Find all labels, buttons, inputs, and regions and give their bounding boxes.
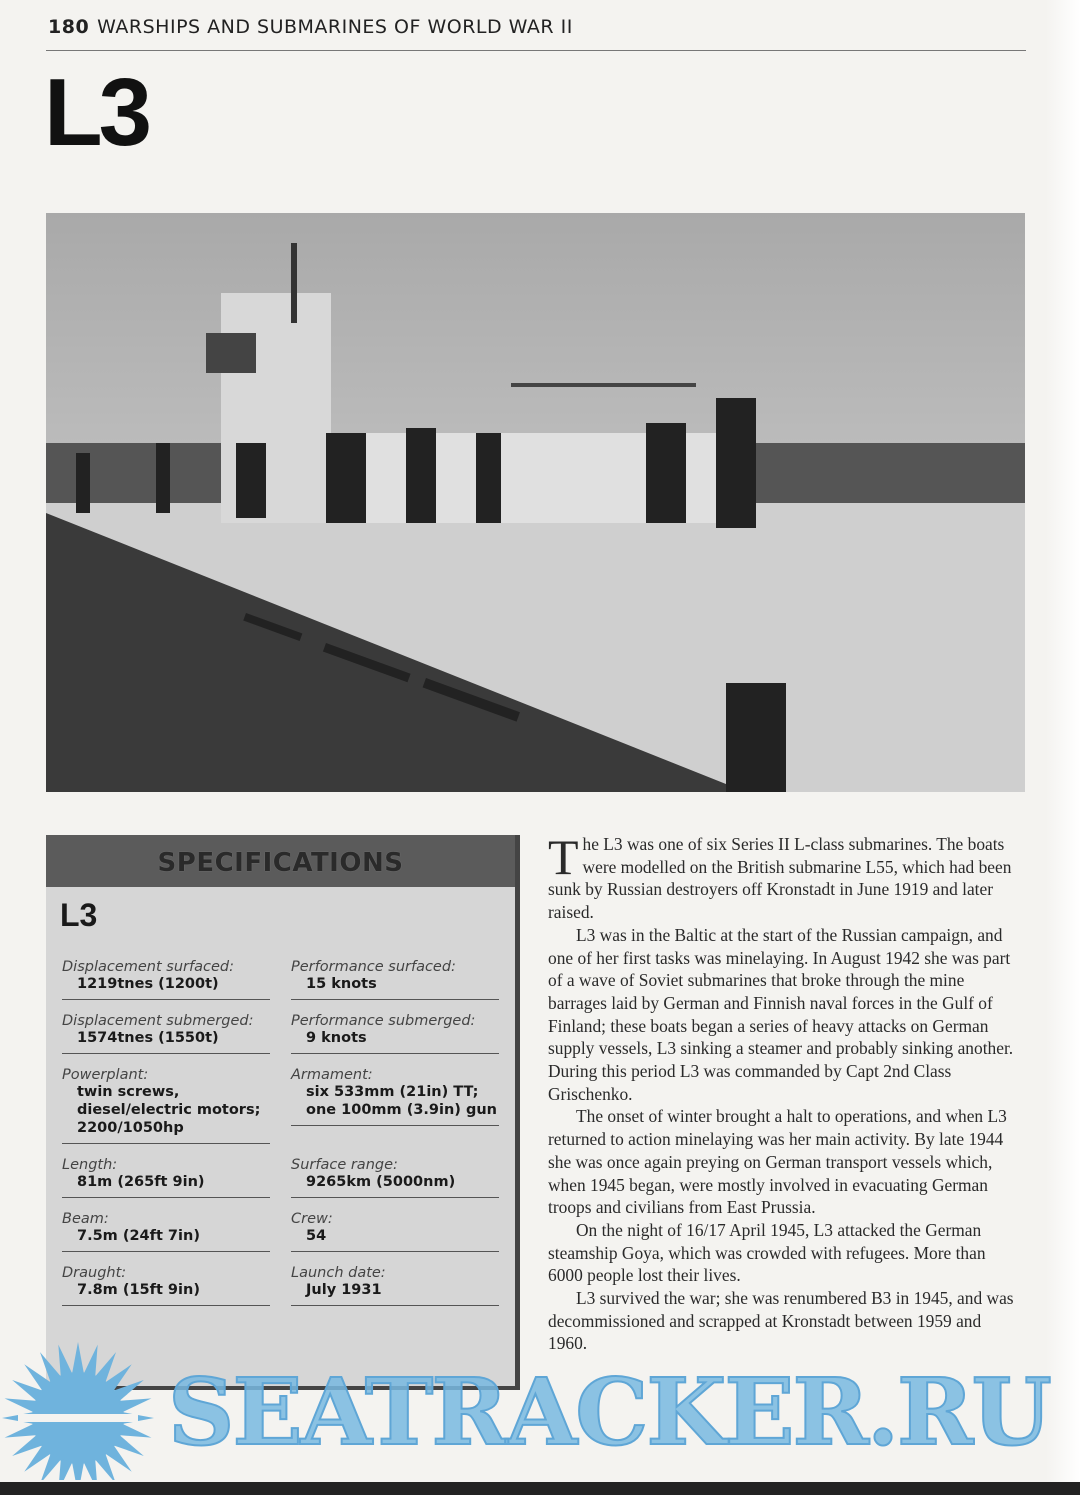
spec-label: Beam:	[62, 1211, 109, 1227]
spec-value: twin screws, diesel/electric motors; 2200/1050hp	[77, 1084, 261, 1137]
article-body	[548, 829, 1023, 1355]
spec-label: Displacement submerged:	[62, 1013, 254, 1029]
spec-displacement-surfaced	[62, 959, 270, 1000]
header-rule	[46, 50, 1026, 51]
spec-label: Crew:	[291, 1211, 333, 1227]
specs-heading: SPECIFICATIONS	[46, 835, 515, 887]
spec-length	[62, 1157, 270, 1198]
paragraph: The onset of winter brought a halt to operations, and when L3 returned to action minelaying was her main activity. By late 1944 she was once again preying on German transport vessels which, when 1945 began, were mostly involved in evacuating German troops and civilians from East Prussia.	[548, 1106, 1007, 1218]
spec-value: 81m (265ft 9in)	[77, 1174, 205, 1190]
spec-value: July 1931	[306, 1282, 382, 1298]
paragraph-text: he L3 was one of six Series II L-class submarines. The boats were modelled on the British submarine L55, which had been sunk by Russian destroyers off Kronstadt in June 1919 and later raised.	[548, 834, 1012, 923]
spec-value: six 533mm (21in) TT; one 100mm (3.9in) gun	[306, 1084, 498, 1119]
spec-label: Displacement surfaced:	[62, 959, 234, 975]
spec-value: 7.8m (15ft 9in)	[77, 1282, 200, 1298]
spec-value: 1574tnes (1550t)	[77, 1030, 219, 1046]
spec-label: Surface range:	[291, 1157, 398, 1173]
drop-cap: T	[548, 829, 579, 885]
paragraph	[548, 829, 1023, 924]
paragraph: L3 was in the Baltic at the start of the Russian campaign, and one of her first tasks was minelaying. In August 1942 she was part of a wave of Soviet submarines that broke through the mine barrages laid by German and Finnish naval forces in the Gulf of Finland; these boats began a series of heavy attacks on German supply vessels, L3 sinking a steamer and probably sinking another. During this period L3 was commanded by Capt 2nd Class Grischenko.	[548, 924, 1014, 1104]
spec-value: 15 knots	[306, 976, 377, 992]
specifications-box	[46, 835, 520, 1390]
page-number: 180	[48, 16, 90, 38]
spec-value: 54	[306, 1228, 327, 1244]
spec-label: Length:	[62, 1157, 118, 1173]
book-title: WARSHIPS AND SUBMARINES OF WORLD WAR II	[97, 16, 573, 38]
paragraph: L3 survived the war; she was renumbered B3 in 1945, and was decommissioned and scrapped at Kronstadt between 1959 and 1960.	[548, 1288, 1014, 1354]
specs-vessel-name: L3	[60, 897, 98, 933]
scan-border	[0, 1482, 1080, 1495]
spec-draught	[62, 1265, 270, 1306]
spec-label: Performance surfaced:	[291, 959, 456, 975]
watermark: SEATRACKER.RU	[168, 1358, 1050, 1466]
spec-value: 9265km (5000nm)	[306, 1174, 456, 1190]
running-head	[48, 16, 573, 38]
spec-label: Armament:	[291, 1067, 373, 1083]
spec-surface-range	[291, 1157, 499, 1198]
spec-value: 9 knots	[306, 1030, 367, 1046]
spec-armament	[291, 1067, 499, 1126]
spec-powerplant	[62, 1067, 270, 1144]
spec-displacement-submerged	[62, 1013, 270, 1054]
spec-performance-submerged	[291, 1013, 499, 1054]
spec-launch-date	[291, 1265, 499, 1306]
spec-label: Draught:	[62, 1265, 127, 1281]
page-title: L3	[44, 59, 149, 166]
spec-performance-surfaced	[291, 959, 499, 1000]
submarine-photo	[46, 213, 1025, 792]
spec-value: 1219tnes (1200t)	[77, 976, 219, 992]
spec-value: 7.5m (24ft 7in)	[77, 1228, 200, 1244]
paragraph: On the night of 16/17 April 1945, L3 attacked the German steamship Goya, which was crowded with refugees. More than 6000 people lost their lives.	[548, 1219, 986, 1286]
spec-beam	[62, 1211, 270, 1252]
spec-crew	[291, 1211, 499, 1252]
spec-label: Performance submerged:	[291, 1013, 476, 1029]
page-edge	[1046, 0, 1080, 1495]
spec-label: Powerplant:	[62, 1067, 149, 1083]
spec-label: Launch date:	[291, 1265, 386, 1281]
